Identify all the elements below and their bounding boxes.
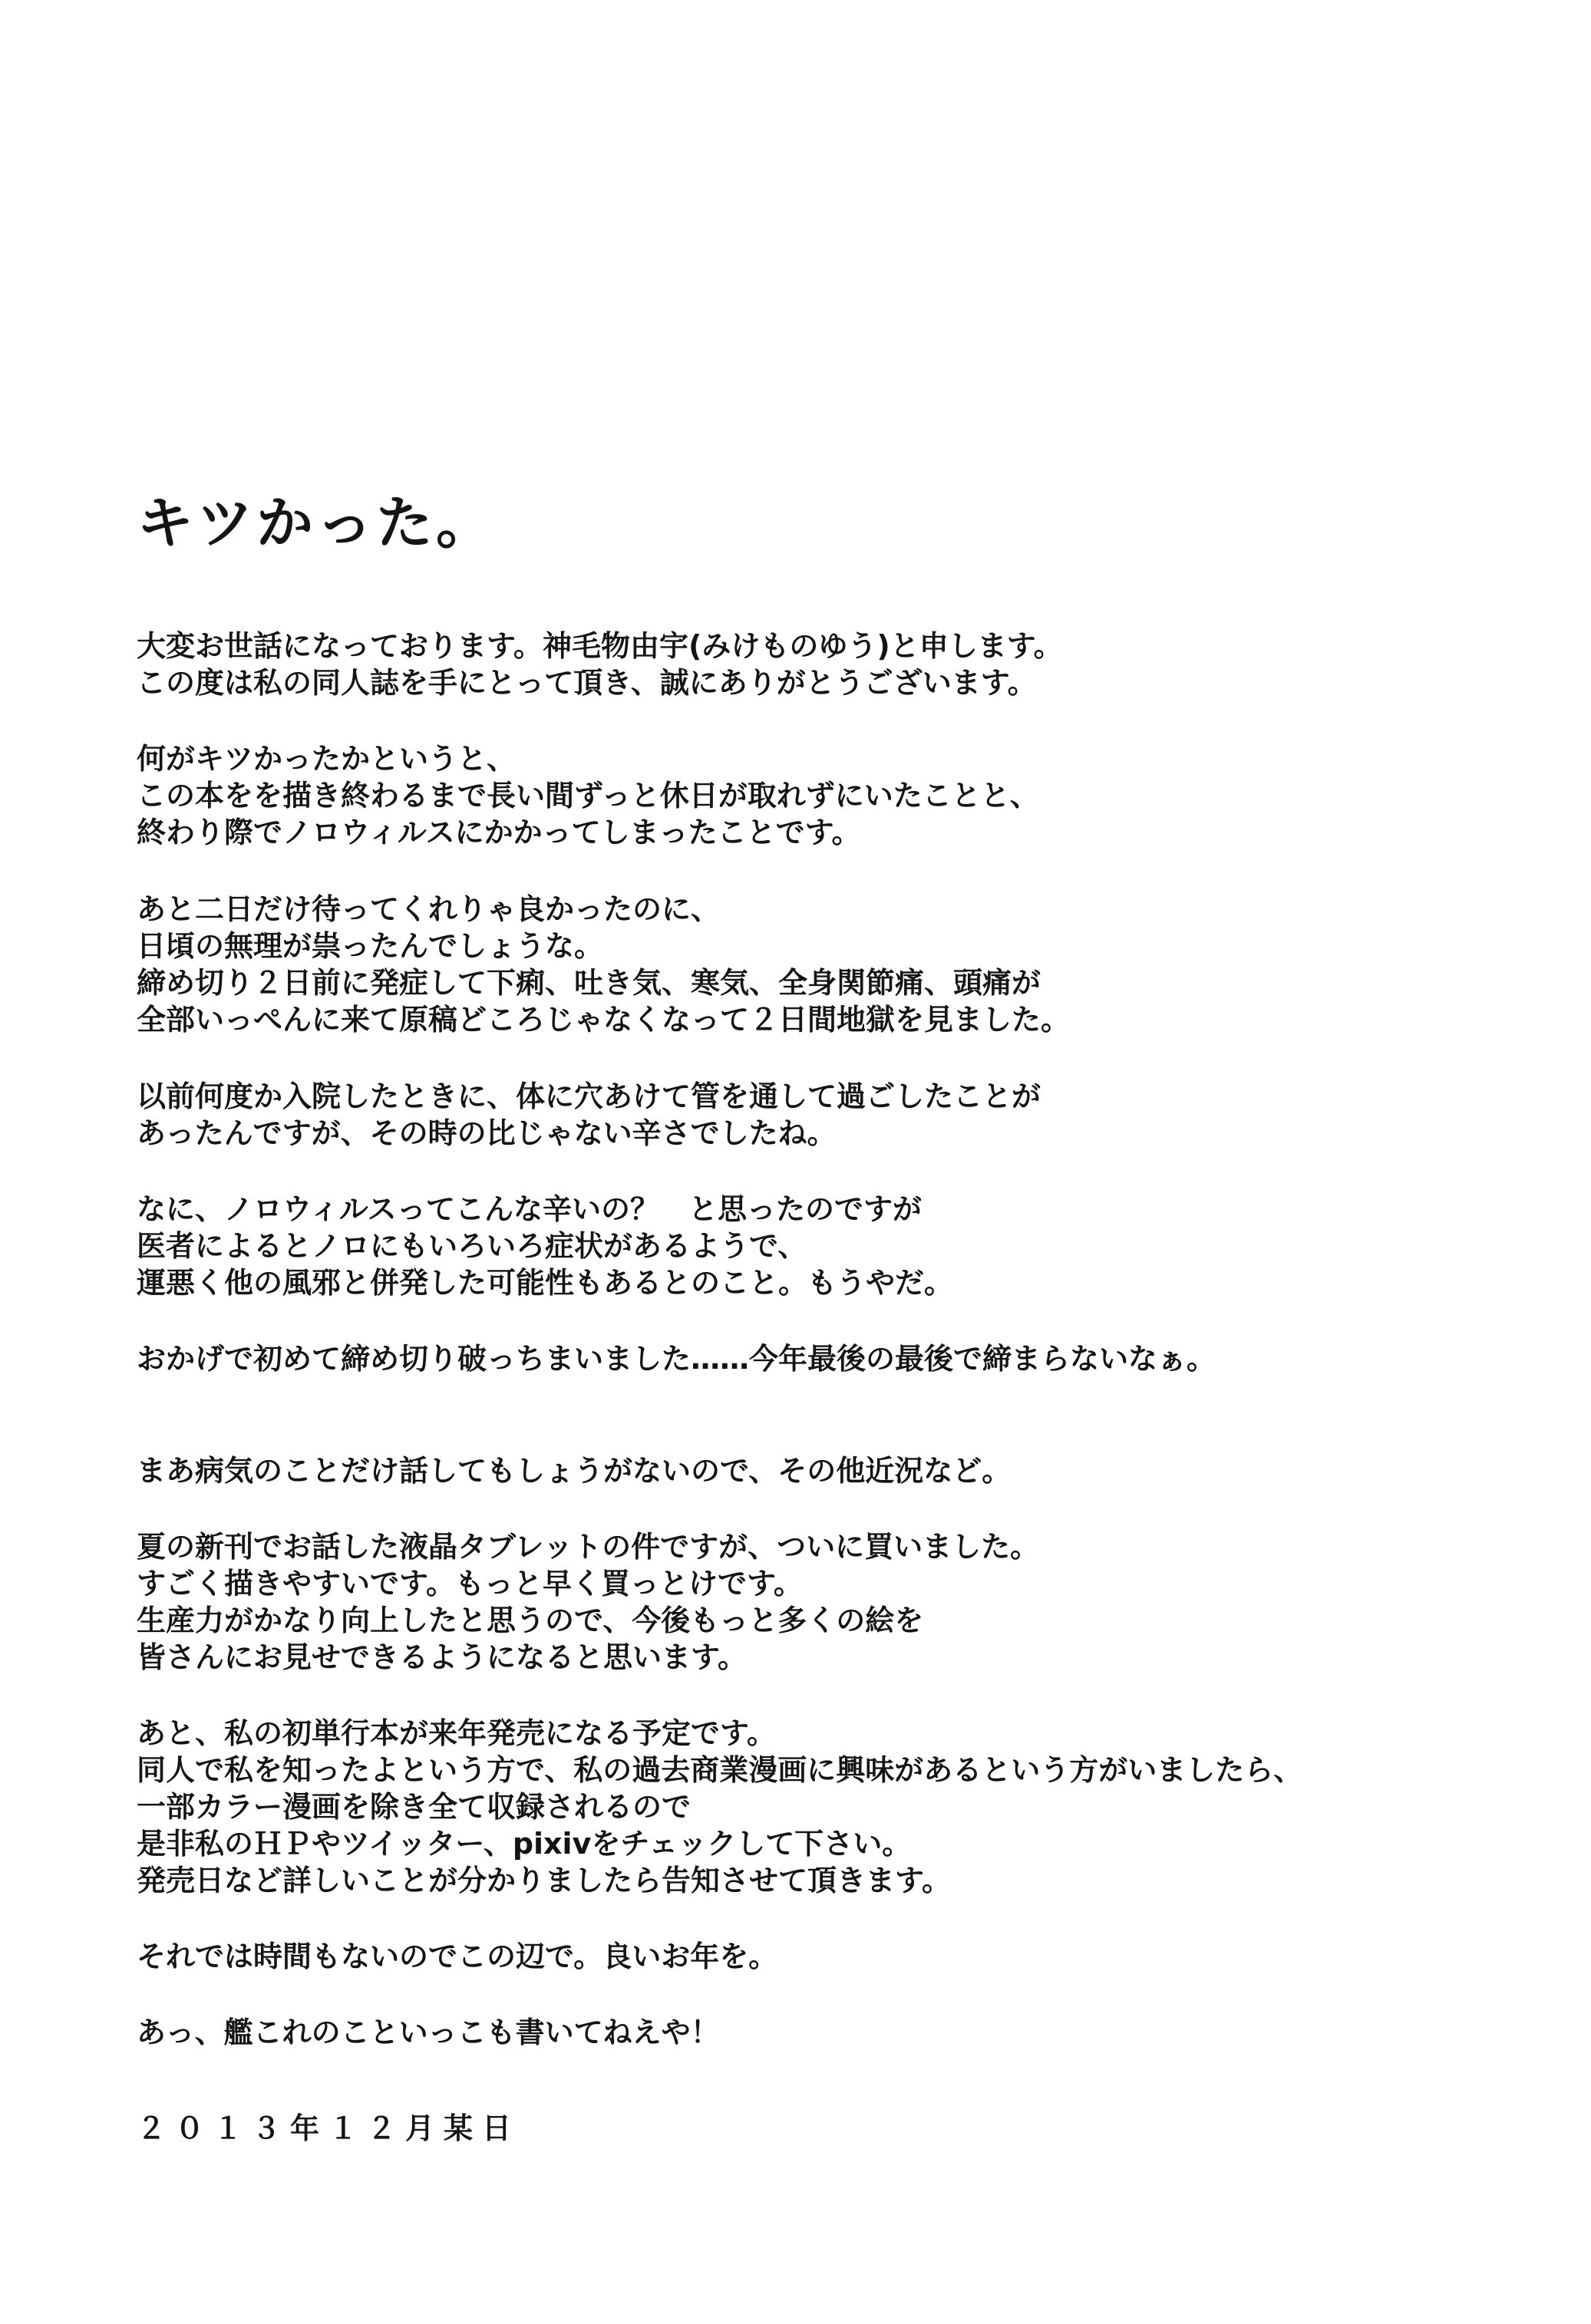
body-line: 終わり際でノロウィルスにかかってしまったことです。 [137, 816, 861, 849]
body-line: なに、ノロウィルスってこんな辛いの？ と思ったのですが [137, 1192, 922, 1226]
body-line: 是非私のＨＰやツイッター、pixivをチェックして下さい。 [137, 1827, 912, 1861]
body-line: あったんですが、その時の比じゃない辛さでしたね。 [137, 1116, 837, 1150]
body-line: おかげで初めて締め切り破っちまいました……今年最後の最後で締まらないなぁ。 [137, 1342, 1216, 1376]
body-line: あと、私の初単行本が来年発売になる予定です。 [137, 1716, 776, 1750]
body-line: 日頃の無理が祟ったんでしょうな。 [137, 929, 604, 963]
body-line: 医者によるとノロにもいろいろ症状があるようで、 [137, 1229, 807, 1263]
body-line: すごく描きやすいです。もっと早く買っとけです。 [137, 1567, 803, 1600]
body-line: 夏の新刊でお話した液晶タブレットの件ですが、ついに買いました。 [137, 1530, 1040, 1564]
body-line: 何がキツかったかというと、 [137, 742, 517, 776]
page-title: キツかった。 [137, 490, 496, 556]
body-line: まあ病気のことだけ話してもしょうがないので、その他近況など。 [137, 1454, 1012, 1488]
body-line: 同人で私を知ったよという方で、私の過去商業漫画に興味があるという方がいましたら、 [137, 1753, 1303, 1787]
date-line: ２０１３年１２月某日 [137, 2111, 521, 2145]
body-line: あっ、艦これのこといっこも書いてねえや！ [137, 2016, 720, 2049]
body-line: 締め切り２日前に発症して下痢、吐き気、寒気、全身関節痛、頭痛が [137, 966, 1041, 1000]
body-line: この本をを描き終わるまで長い間ずっと休日が取れずにいたことと、 [137, 779, 1039, 813]
body-line: それでは時間もないのでこの辺で。良いお年を。 [137, 1940, 778, 1973]
body-line: 運悪く他の風邪と併発した可能性もあるとのこと。もうやだ。 [137, 1266, 954, 1300]
body-line: 生産力がかなり向上したと思うので、今後もっと多くの絵を [137, 1604, 924, 1637]
body-line: 皆さんにお見せできるようになると思います。 [137, 1640, 747, 1674]
body-line: この度は私の同人誌を手にとって頂き、誠にありがとうございます。 [137, 666, 1037, 700]
body-line: 大変お世話になっております。神毛物由宇(みけものゆう)と申します。 [137, 629, 1063, 663]
body-line: 以前何度か入院したときに、体に穴あけて管を通して過ごしたことが [137, 1080, 1041, 1113]
body-line: 発売日など詳しいことが分かりましたら告知させて頂きます。 [137, 1864, 951, 1897]
body-line: 一部カラー漫画を除き全て収録されるので [137, 1790, 692, 1824]
body-line: あと二日だけ待ってくれりゃ良かったのに、 [137, 892, 721, 926]
body-line: 全部いっぺんに来て原稿どころじゃなくなって２日間地獄を見ました。 [137, 1003, 1071, 1037]
